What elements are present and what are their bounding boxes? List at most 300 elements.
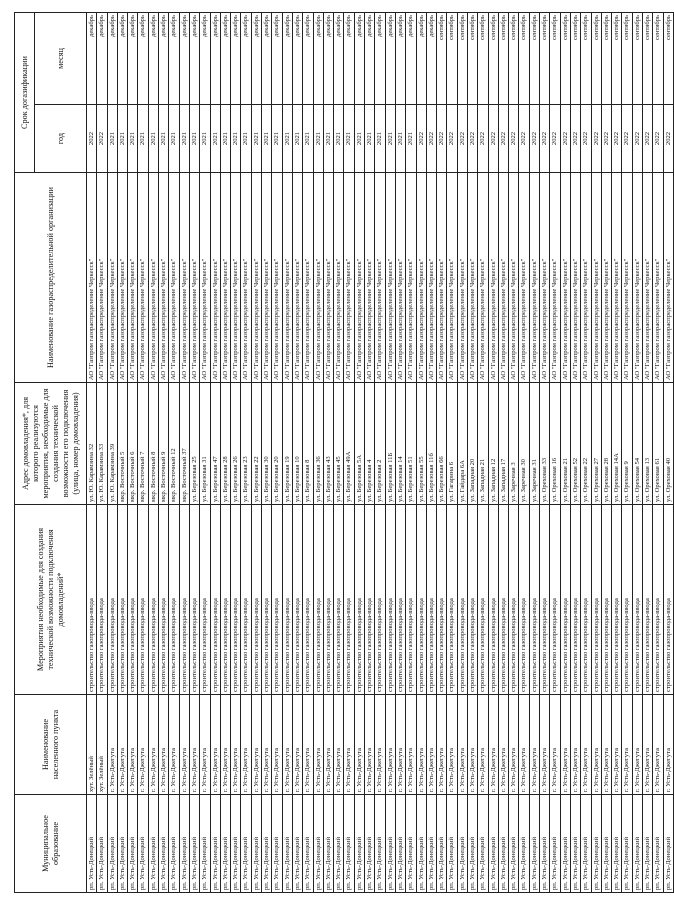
cell-address: мкр. Восточный 6 bbox=[128, 383, 138, 505]
table-row bbox=[406, 13, 416, 893]
table-row bbox=[189, 13, 199, 893]
cell-settlement: г. Усть-Джегута bbox=[303, 695, 313, 795]
table-header bbox=[15, 13, 87, 893]
cell-organization: АО "Газпром газораспределение Черкесск" bbox=[498, 173, 508, 383]
cell-year: 2022 bbox=[622, 105, 632, 173]
table-row bbox=[447, 13, 457, 893]
cell-month: сентябрь bbox=[540, 13, 550, 105]
cell-organization: АО "Газпром газораспределение Черкесск" bbox=[128, 173, 138, 383]
cell-organization: АО "Газпром газораспределение Черкесск" bbox=[426, 173, 436, 383]
cell-municipality: рп. Усть-Донецкий bbox=[467, 795, 477, 893]
table-row bbox=[87, 13, 97, 893]
cell-year: 2022 bbox=[509, 105, 519, 173]
cell-address: ул. Березовая 22 bbox=[251, 383, 261, 505]
cell-settlement: г. Усть-Джегута bbox=[220, 695, 230, 795]
cell-organization: АО "Газпром газораспределение Черкесск" bbox=[262, 173, 272, 383]
table-row bbox=[437, 13, 447, 893]
cell-organization: АО "Газпром газораспределение Черкесск" bbox=[437, 173, 447, 383]
cell-address: ул. Березовая 31 bbox=[200, 383, 210, 505]
table-row bbox=[622, 13, 632, 893]
cell-measure: строительство газопровода-ввода bbox=[272, 505, 282, 695]
cell-settlement: г. Усть-Джегута bbox=[365, 695, 375, 795]
cell-municipality: рп. Усть-Донецкий bbox=[128, 795, 138, 893]
cell-address: ул. Ореховая 33 bbox=[540, 383, 550, 505]
cell-address: мкр. Восточный 8 bbox=[148, 383, 158, 505]
table-row bbox=[344, 13, 354, 893]
cell-settlement: г. Усть-Джегута bbox=[498, 695, 508, 795]
cell-month: декабрь bbox=[251, 13, 261, 105]
cell-month: сентябрь bbox=[457, 13, 467, 105]
cell-year: 2021 bbox=[220, 105, 230, 173]
cell-month: сентябрь bbox=[622, 13, 632, 105]
cell-month: сентябрь bbox=[467, 13, 477, 105]
cell-month: сентябрь bbox=[550, 13, 560, 105]
cell-address: мкр. Восточный 5 bbox=[117, 383, 127, 505]
cell-year: 2021 bbox=[313, 105, 323, 173]
table-row bbox=[303, 13, 313, 893]
cell-municipality: рп. Усть-Донецкий bbox=[457, 795, 467, 893]
cell-organization: АО "Газпром газораспределение Черкесск" bbox=[117, 173, 127, 383]
cell-year: 2022 bbox=[601, 105, 611, 173]
cell-organization: АО "Газпром газораспределение Черкесск" bbox=[241, 173, 251, 383]
cell-municipality: рп. Усть-Донецкий bbox=[169, 795, 179, 893]
cell-municipality: рп. Усть-Донецкий bbox=[148, 795, 158, 893]
cell-month: декабрь bbox=[365, 13, 375, 105]
cell-measure: строительство газопровода-ввода bbox=[643, 505, 653, 695]
cell-year: 2021 bbox=[262, 105, 272, 173]
cell-organization: АО "Газпром газораспределение Черкесск" bbox=[272, 173, 282, 383]
cell-year: 2021 bbox=[189, 105, 199, 173]
table-row bbox=[550, 13, 560, 893]
table-row bbox=[138, 13, 148, 893]
cell-address: ул. Западная 20 bbox=[467, 383, 477, 505]
cell-month: декабрь bbox=[354, 13, 364, 105]
cell-year: 2021 bbox=[179, 105, 189, 173]
cell-settlement: хут. Зелёный bbox=[87, 695, 97, 795]
cell-measure: строительство газопровода-ввода bbox=[138, 505, 148, 695]
table-row bbox=[498, 13, 508, 893]
cell-municipality: рп. Усть-Донецкий bbox=[303, 795, 313, 893]
cell-month: сентябрь bbox=[591, 13, 601, 105]
cell-municipality: рп. Усть-Донецкий bbox=[344, 795, 354, 893]
cell-address: ул. Березовая 30 bbox=[262, 383, 272, 505]
cell-organization: АО "Газпром газораспределение Черкесск" bbox=[581, 173, 591, 383]
cell-year: 2021 bbox=[272, 105, 282, 173]
cell-month: сентябрь bbox=[509, 13, 519, 105]
cell-month: сентябрь bbox=[529, 13, 539, 105]
cell-organization: АО "Газпром газораспределение Черкесск" bbox=[570, 173, 580, 383]
cell-month: декабрь bbox=[200, 13, 210, 105]
cell-address: ул. Березовая 25 bbox=[189, 383, 199, 505]
cell-month: декабрь bbox=[334, 13, 344, 105]
cell-year: 2021 bbox=[292, 105, 302, 173]
cell-organization: АО "Газпром газораспределение Черкесск" bbox=[447, 173, 457, 383]
cell-year: 2021 bbox=[128, 105, 138, 173]
cell-month: сентябрь bbox=[478, 13, 488, 105]
cell-municipality: рп. Усть-Донецкий bbox=[478, 795, 488, 893]
cell-measure: строительство газопровода-ввода bbox=[632, 505, 642, 695]
cell-measure: строительство газопровода-ввода bbox=[375, 505, 385, 695]
table-row bbox=[488, 13, 498, 893]
cell-year: 2022 bbox=[540, 105, 550, 173]
cell-measure: строительство газопровода-ввода bbox=[467, 505, 477, 695]
cell-settlement: г. Усть-Джегута bbox=[406, 695, 416, 795]
cell-year: 2021 bbox=[231, 105, 241, 173]
cell-measure: строительство газопровода-ввода bbox=[416, 505, 426, 695]
cell-municipality: рп. Усть-Донецкий bbox=[570, 795, 580, 893]
cell-settlement: г. Усть-Джегута bbox=[426, 695, 436, 795]
cell-municipality: рп. Усть-Донецкий bbox=[416, 795, 426, 893]
cell-municipality: рп. Усть-Донецкий bbox=[509, 795, 519, 893]
cell-month: сентябрь bbox=[519, 13, 529, 105]
cell-measure: строительство газопровода-ввода bbox=[406, 505, 416, 695]
cell-address: ул. Ореховая 40 bbox=[663, 383, 673, 505]
cell-settlement: хут. Зелёный bbox=[97, 695, 107, 795]
cell-municipality: рп. Усть-Донецкий bbox=[426, 795, 436, 893]
table-row bbox=[365, 13, 375, 893]
cell-month: декабрь bbox=[282, 13, 292, 105]
cell-address: ул. Ореховая 13 bbox=[643, 383, 653, 505]
cell-year: 2021 bbox=[323, 105, 333, 173]
cell-month: декабрь bbox=[313, 13, 323, 105]
cell-address: ул. Ореховая 54 bbox=[632, 383, 642, 505]
cell-month: сентябрь bbox=[663, 13, 673, 105]
table-row bbox=[159, 13, 169, 893]
cell-address: ул. Березовая 43 bbox=[323, 383, 333, 505]
cell-municipality: рп. Усть-Донецкий bbox=[643, 795, 653, 893]
cell-address: ул. Ореховая 16 bbox=[550, 383, 560, 505]
cell-month: декабрь bbox=[138, 13, 148, 105]
table-body bbox=[87, 13, 674, 893]
cell-year: 2022 bbox=[416, 105, 426, 173]
cell-measure: строительство газопровода-ввода bbox=[303, 505, 313, 695]
cell-measure: строительство газопровода-ввода bbox=[251, 505, 261, 695]
cell-address: ул. Гагарина 6 bbox=[447, 383, 457, 505]
cell-month: декабрь bbox=[179, 13, 189, 105]
cell-measure: строительство газопровода-ввода bbox=[210, 505, 220, 695]
cell-address: ул. Березовая 8 bbox=[303, 383, 313, 505]
cell-settlement: г. Усть-Джегута bbox=[179, 695, 189, 795]
table-row bbox=[529, 13, 539, 893]
cell-address: ул. Заречная 30 bbox=[519, 383, 529, 505]
cell-measure: строительство газопровода-ввода bbox=[529, 505, 539, 695]
cell-settlement: г. Усть-Джегута bbox=[210, 695, 220, 795]
cell-measure: строительство газопровода-ввода bbox=[220, 505, 230, 695]
cell-organization: АО "Газпром газораспределение Черкесск" bbox=[251, 173, 261, 383]
cell-settlement: г. Усть-Джегута bbox=[529, 695, 539, 795]
cell-address: ул. Березовая 2 bbox=[375, 383, 385, 505]
table-row bbox=[292, 13, 302, 893]
cell-measure: строительство газопровода-ввода bbox=[385, 505, 395, 695]
cell-month: декабрь bbox=[385, 13, 395, 105]
cell-measure: строительство газопровода-ввода bbox=[653, 505, 663, 695]
cell-measure: строительство газопровода-ввода bbox=[426, 505, 436, 695]
cell-settlement: г. Усть-Джегута bbox=[375, 695, 385, 795]
table-row bbox=[395, 13, 405, 893]
cell-settlement: г. Усть-Джегута bbox=[643, 695, 653, 795]
table-row bbox=[467, 13, 477, 893]
cell-measure: строительство газопровода-ввода bbox=[570, 505, 580, 695]
table-row bbox=[210, 13, 220, 893]
header-deadline: Срок догазификации bbox=[15, 13, 35, 173]
cell-settlement: г. Усть-Джегута bbox=[292, 695, 302, 795]
cell-address: ул. Березовая 20 bbox=[272, 383, 282, 505]
cell-settlement: г. Усть-Джегута bbox=[334, 695, 344, 795]
cell-address: ул. Ореховая 22 bbox=[581, 383, 591, 505]
cell-settlement: г. Усть-Джегута bbox=[282, 695, 292, 795]
cell-address: ул. Ореховая 52 bbox=[570, 383, 580, 505]
table-row bbox=[323, 13, 333, 893]
table-row bbox=[570, 13, 580, 893]
cell-settlement: г. Усть-Джегута bbox=[169, 695, 179, 795]
cell-organization: АО "Газпром газораспределение Черкесск" bbox=[87, 173, 97, 383]
cell-municipality: рп. Усть-Донецкий bbox=[138, 795, 148, 893]
cell-year: 2022 bbox=[97, 105, 107, 173]
cell-address: ул. Березовая 14 bbox=[395, 383, 405, 505]
cell-municipality: рп. Усть-Донецкий bbox=[179, 795, 189, 893]
cell-settlement: г. Усть-Джегута bbox=[437, 695, 447, 795]
cell-municipality: рп. Усть-Донецкий bbox=[632, 795, 642, 893]
cell-organization: АО "Газпром газораспределение Черкесск" bbox=[282, 173, 292, 383]
cell-address: мкр. Восточный 9 bbox=[159, 383, 169, 505]
cell-year: 2022 bbox=[570, 105, 580, 173]
table-row bbox=[457, 13, 467, 893]
cell-address: ул. Ореховая 28 bbox=[601, 383, 611, 505]
cell-organization: АО "Газпром газораспределение Черкесск" bbox=[210, 173, 220, 383]
cell-settlement: г. Усть-Джегута bbox=[354, 695, 364, 795]
cell-year: 2022 bbox=[550, 105, 560, 173]
cell-year: 2021 bbox=[385, 105, 395, 173]
cell-municipality: рп. Усть-Донецкий bbox=[591, 795, 601, 893]
cell-month: декабрь bbox=[148, 13, 158, 105]
cell-year: 2022 bbox=[529, 105, 539, 173]
cell-measure: строительство газопровода-ввода bbox=[231, 505, 241, 695]
cell-measure: строительство газопровода-ввода bbox=[591, 505, 601, 695]
cell-settlement: г. Усть-Джегута bbox=[612, 695, 622, 795]
cell-municipality: рп. Усть-Донецкий bbox=[437, 795, 447, 893]
cell-organization: АО "Газпром газораспределение Черкесск" bbox=[169, 173, 179, 383]
cell-organization: АО "Газпром газораспределение Черкесск" bbox=[488, 173, 498, 383]
cell-month: сентябрь bbox=[560, 13, 570, 105]
cell-month: декабрь bbox=[272, 13, 282, 105]
cell-municipality: рп. Усть-Донецкий bbox=[97, 795, 107, 893]
cell-settlement: г. Усть-Джегута bbox=[560, 695, 570, 795]
cell-measure: строительство газопровода-ввода bbox=[334, 505, 344, 695]
table-row bbox=[612, 13, 622, 893]
cell-municipality: рп. Усть-Донецкий bbox=[117, 795, 127, 893]
cell-measure: строительство газопровода-ввода bbox=[601, 505, 611, 695]
cell-measure: строительство газопровода-ввода bbox=[241, 505, 251, 695]
cell-organization: АО "Газпром газораспределение Черкесск" bbox=[540, 173, 550, 383]
cell-municipality: рп. Усть-Донецкий bbox=[385, 795, 395, 893]
cell-year: 2022 bbox=[632, 105, 642, 173]
table-row bbox=[107, 13, 117, 893]
cell-year: 2021 bbox=[241, 105, 251, 173]
cell-year: 2021 bbox=[148, 105, 158, 173]
cell-month: декабрь bbox=[344, 13, 354, 105]
cell-municipality: рп. Усть-Донецкий bbox=[529, 795, 539, 893]
cell-municipality: рп. Усть-Донецкий bbox=[231, 795, 241, 893]
cell-settlement: г. Усть-Джегута bbox=[416, 695, 426, 795]
cell-month: декабрь bbox=[375, 13, 385, 105]
cell-organization: АО "Газпром газораспределение Черкесск" bbox=[550, 173, 560, 383]
table-row bbox=[643, 13, 653, 893]
cell-municipality: рп. Усть-Донецкий bbox=[189, 795, 199, 893]
cell-month: декабрь bbox=[406, 13, 416, 105]
cell-settlement: г. Усть-Джегута bbox=[313, 695, 323, 795]
cell-measure: строительство газопровода-ввода bbox=[509, 505, 519, 695]
header-settlement: Наименование населенного пункта bbox=[15, 695, 87, 795]
cell-organization: АО "Газпром газораспределение Черкесск" bbox=[323, 173, 333, 383]
cell-address: ул. Западная 12 bbox=[488, 383, 498, 505]
cell-measure: строительство газопровода-ввода bbox=[87, 505, 97, 695]
cell-organization: АО "Газпром газораспределение Черкесск" bbox=[643, 173, 653, 383]
cell-measure: строительство газопровода-ввода bbox=[488, 505, 498, 695]
cell-month: декабрь bbox=[97, 13, 107, 105]
cell-municipality: рп. Усть-Донецкий bbox=[395, 795, 405, 893]
cell-organization: АО "Газпром газораспределение Черкесск" bbox=[529, 173, 539, 383]
table-row bbox=[426, 13, 436, 893]
cell-municipality: рп. Усть-Донецкий bbox=[241, 795, 251, 893]
cell-address: ул. Березовая 23 bbox=[241, 383, 251, 505]
cell-municipality: рп. Усть-Донецкий bbox=[220, 795, 230, 893]
cell-settlement: г. Усть-Джегута bbox=[632, 695, 642, 795]
cell-municipality: рп. Усть-Донецкий bbox=[251, 795, 261, 893]
cell-municipality: рп. Усть-Донецкий bbox=[560, 795, 570, 893]
cell-address: ул. Заречная 3 bbox=[509, 383, 519, 505]
cell-organization: АО "Газпром газораспределение Черкесск" bbox=[467, 173, 477, 383]
cell-month: декабрь bbox=[117, 13, 127, 105]
cell-organization: АО "Газпром газораспределение Черкесск" bbox=[509, 173, 519, 383]
cell-year: 2022 bbox=[467, 105, 477, 173]
cell-settlement: г. Усть-Джегута bbox=[344, 695, 354, 795]
cell-address: ул. Березовая 36 bbox=[313, 383, 323, 505]
cell-municipality: рп. Усть-Донецкий bbox=[210, 795, 220, 893]
cell-address: ул. Березовая 5А bbox=[354, 383, 364, 505]
cell-organization: АО "Газпром газораспределение Черкесск" bbox=[406, 173, 416, 383]
cell-organization: АО "Газпром газораспределение Черкесск" bbox=[313, 173, 323, 383]
cell-measure: строительство газопровода-ввода bbox=[519, 505, 529, 695]
cell-month: сентябрь bbox=[488, 13, 498, 105]
table-row bbox=[581, 13, 591, 893]
cell-address: ул. Западная 17 bbox=[498, 383, 508, 505]
cell-settlement: г. Усть-Джегута bbox=[200, 695, 210, 795]
cell-measure: строительство газопровода-ввода bbox=[159, 505, 169, 695]
cell-organization: АО "Газпром газораспределение Черкесск" bbox=[220, 173, 230, 383]
cell-municipality: рп. Усть-Донецкий bbox=[550, 795, 560, 893]
cell-organization: АО "Газпром газораспределение Черкесск" bbox=[653, 173, 663, 383]
cell-municipality: рп. Усть-Донецкий bbox=[447, 795, 457, 893]
cell-month: декабрь bbox=[169, 13, 179, 105]
cell-address: ул. Березовая 51 bbox=[406, 383, 416, 505]
table-row bbox=[128, 13, 138, 893]
cell-municipality: рп. Усть-Донецкий bbox=[272, 795, 282, 893]
cell-organization: АО "Газпром газораспределение Черкесск" bbox=[231, 173, 241, 383]
cell-address: ул. Гайдара 6А bbox=[457, 383, 467, 505]
cell-municipality: рп. Усть-Донецкий bbox=[653, 795, 663, 893]
cell-measure: строительство газопровода-ввода bbox=[262, 505, 272, 695]
cell-measure: строительство газопровода-ввода bbox=[117, 505, 127, 695]
cell-address: мкр. Восточный 7 bbox=[138, 383, 148, 505]
cell-measure: строительство газопровода-ввода bbox=[622, 505, 632, 695]
cell-settlement: г. Усть-Джегута bbox=[622, 695, 632, 795]
header-organization: Наименование газораспределительной организации bbox=[15, 173, 87, 383]
table-row bbox=[519, 13, 529, 893]
cell-organization: АО "Газпром газораспределение Черкесск" bbox=[189, 173, 199, 383]
cell-year: 2022 bbox=[612, 105, 622, 173]
cell-month: сентябрь bbox=[632, 13, 642, 105]
cell-year: 2021 bbox=[406, 105, 416, 173]
table-row bbox=[560, 13, 570, 893]
cell-year: 2022 bbox=[591, 105, 601, 173]
table-row bbox=[200, 13, 210, 893]
cell-organization: АО "Газпром газораспределение Черкесск" bbox=[519, 173, 529, 383]
cell-year: 2021 bbox=[107, 105, 117, 173]
cell-measure: строительство газопровода-ввода bbox=[540, 505, 550, 695]
table-row bbox=[478, 13, 488, 893]
cell-settlement: г. Усть-Джегута bbox=[323, 695, 333, 795]
cell-municipality: рп. Усть-Донецкий bbox=[498, 795, 508, 893]
cell-municipality: рп. Усть-Донецкий bbox=[540, 795, 550, 893]
cell-year: 2021 bbox=[282, 105, 292, 173]
table-row bbox=[272, 13, 282, 893]
table-row bbox=[231, 13, 241, 893]
cell-year: 2022 bbox=[519, 105, 529, 173]
cell-year: 2021 bbox=[210, 105, 220, 173]
cell-address: ул. Ореховая 21 bbox=[560, 383, 570, 505]
cell-measure: строительство газопровода-ввода bbox=[478, 505, 488, 695]
table-row bbox=[220, 13, 230, 893]
cell-year: 2022 bbox=[87, 105, 97, 173]
cell-year: 2022 bbox=[447, 105, 457, 173]
cell-year: 2021 bbox=[159, 105, 169, 173]
cell-settlement: г. Усть-Джегута bbox=[148, 695, 158, 795]
header-year: год bbox=[35, 105, 87, 173]
cell-organization: АО "Газпром газораспределение Черкесск" bbox=[159, 173, 169, 383]
cell-measure: строительство газопровода-ввода bbox=[148, 505, 158, 695]
cell-month: декабрь bbox=[303, 13, 313, 105]
cell-organization: АО "Газпром газораспределение Черкесск" bbox=[663, 173, 673, 383]
cell-month: сентябрь bbox=[581, 13, 591, 105]
cell-municipality: рп. Усть-Донецкий bbox=[334, 795, 344, 893]
cell-settlement: г. Усть-Джегута bbox=[591, 695, 601, 795]
cell-settlement: г. Усть-Джегута bbox=[519, 695, 529, 795]
cell-municipality: рп. Усть-Донецкий bbox=[488, 795, 498, 893]
table-row bbox=[375, 13, 385, 893]
cell-organization: АО "Газпром газораспределение Черкесск" bbox=[385, 173, 395, 383]
cell-address: ул. Ореховая 27 bbox=[591, 383, 601, 505]
cell-month: декабрь bbox=[128, 13, 138, 105]
table-row bbox=[334, 13, 344, 893]
cell-organization: АО "Газпром газораспределение Черкесск" bbox=[344, 173, 354, 383]
cell-measure: строительство газопровода-ввода bbox=[437, 505, 447, 695]
cell-settlement: г. Усть-Джегута bbox=[128, 695, 138, 795]
cell-measure: строительство газопровода-ввода bbox=[97, 505, 107, 695]
table-row bbox=[632, 13, 642, 893]
cell-settlement: г. Усть-Джегута bbox=[231, 695, 241, 795]
table-row bbox=[354, 13, 364, 893]
cell-year: 2022 bbox=[560, 105, 570, 173]
cell-year: 2022 bbox=[488, 105, 498, 173]
cell-settlement: г. Усть-Джегута bbox=[395, 695, 405, 795]
cell-month: сентябрь bbox=[653, 13, 663, 105]
table-row bbox=[97, 13, 107, 893]
cell-settlement: г. Усть-Джегута bbox=[117, 695, 127, 795]
cell-address: ул. Западная 21 bbox=[478, 383, 488, 505]
cell-municipality: рп. Усть-Донецкий bbox=[159, 795, 169, 893]
cell-measure: строительство газопровода-ввода bbox=[282, 505, 292, 695]
cell-month: декабрь bbox=[416, 13, 426, 105]
